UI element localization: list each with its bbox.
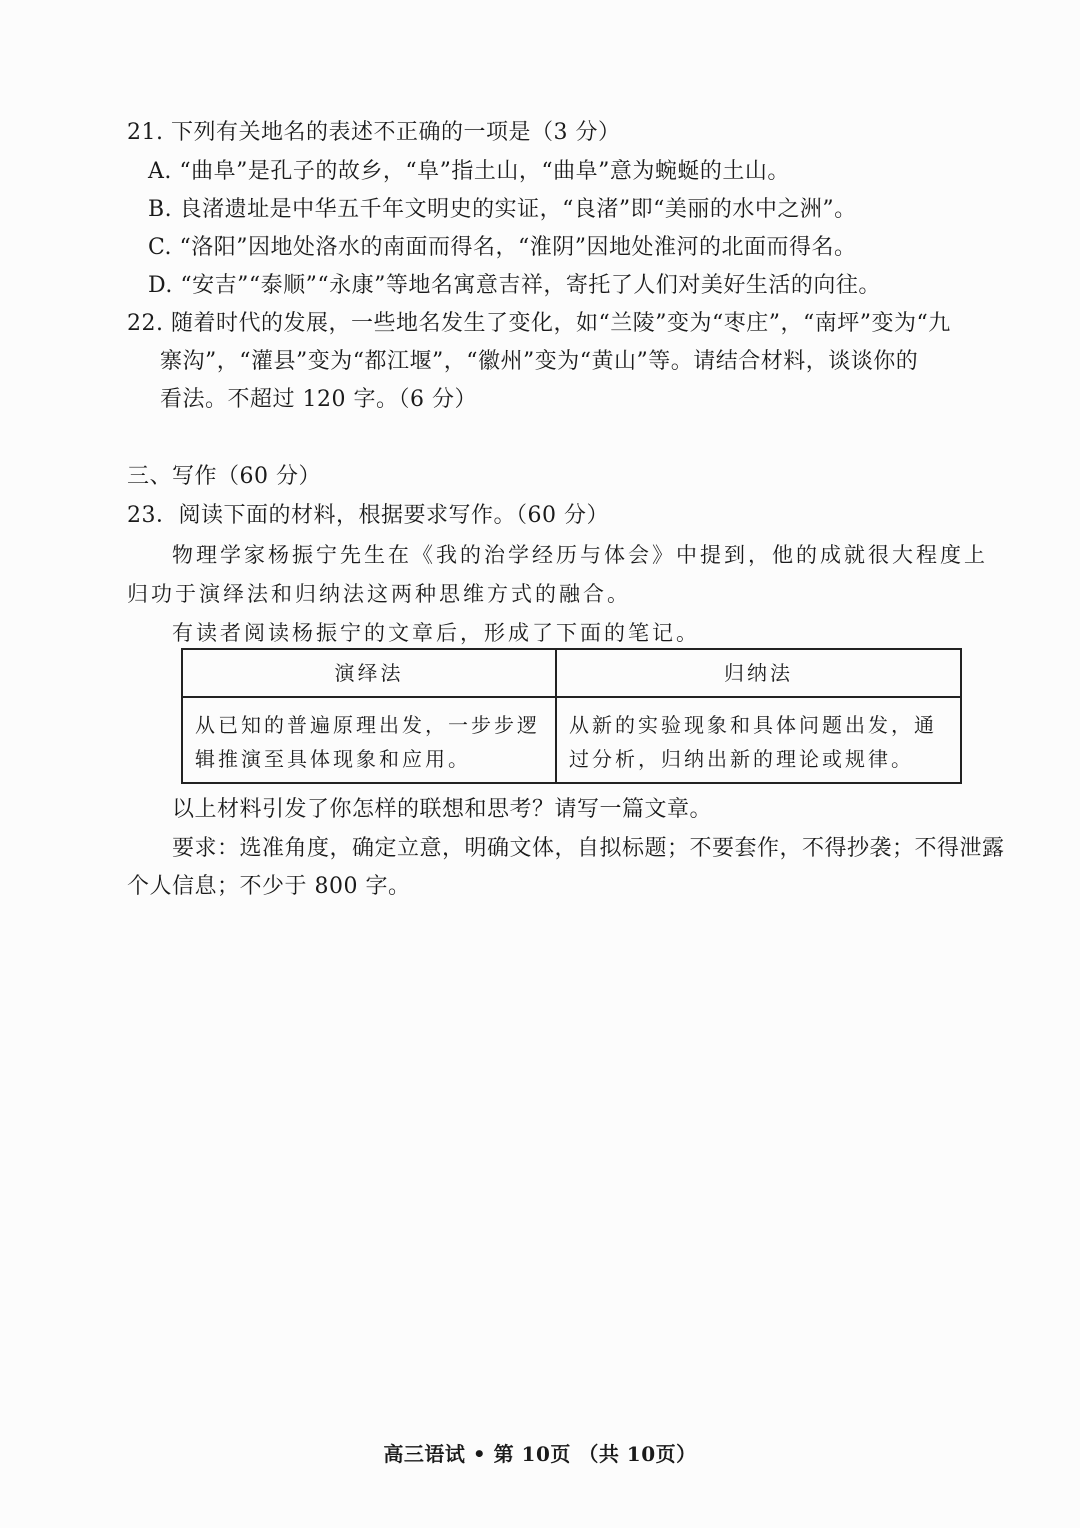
q23-material-line1: 物理学家杨振宁先生在《我的治学经历与体会》中提到，他的成就很大程度上 (172, 543, 988, 567)
notes-table (181, 648, 962, 784)
page-footer: 高三语试 • 第 10页 （共 10页） (383, 1442, 697, 1466)
q23-stem: 23．阅读下面的材料，根据要求写作。（60 分） (127, 503, 609, 528)
table-head-deduction: 演绎法 (334, 661, 404, 685)
q21-option-c: C. “洛阳”因地处洛水的南面而得名，“淮阴”因地处淮河的北面而得名。 (148, 235, 857, 260)
table-body-induction: 从新的实验现象和具体问题出发，通过分析，归纳出新的理论或规律。 (569, 713, 937, 771)
q23-material-line3: 有读者阅读杨振宁的文章后，形成了下面的笔记。 (172, 621, 700, 645)
q23-requirements-line1: 要求：选准角度，确定立意，明确文体，自拟标题；不要套作，不得抄袭；不得泄露 (172, 836, 1005, 861)
q22-line1: 22. 随着时代的发展，一些地名发生了变化，如“兰陵”变为“枣庄”，“南坪”变为“九 (127, 311, 951, 336)
q23-requirements-line2: 个人信息；不少于 800 字。 (127, 874, 411, 899)
table-body-deduction: 从已知的普遍原理出发，一步步逻辑推演至具体现象和应用。 (195, 713, 540, 771)
q21-option-a: A. “曲阜”是孔子的故乡，“阜”指土山，“曲阜”意为蜿蜒的土山。 (148, 159, 790, 184)
q22-line2: 寨沟”，“灌县”变为“都江堰”，“徽州”变为“黄山”等。请结合材料，谈谈你的 (160, 349, 919, 374)
q23-prompt: 以上材料引发了你怎样的联想和思考？请写一篇文章。 (172, 797, 713, 822)
q21-stem: 21. 下列有关地名的表述不正确的一项是（3 分） (127, 120, 621, 145)
q22-line3: 看法。不超过 120 字。（6 分） (160, 387, 477, 412)
q23-material-line2: 归功于演绎法和归纳法这两种思维方式的融合。 (127, 582, 631, 606)
table-head-induction: 归纳法 (724, 661, 793, 685)
q21-option-b: B. 良渚遗址是中华五千年文明史的实证，“良渚”即“美丽的水中之洲”。 (148, 197, 857, 222)
q21-option-d: D. “安吉”“泰顺”“永康”等地名寓意吉祥，寄托了人们对美好生活的向往。 (148, 273, 881, 298)
section3-heading: 三、写作（60 分） (127, 464, 321, 489)
